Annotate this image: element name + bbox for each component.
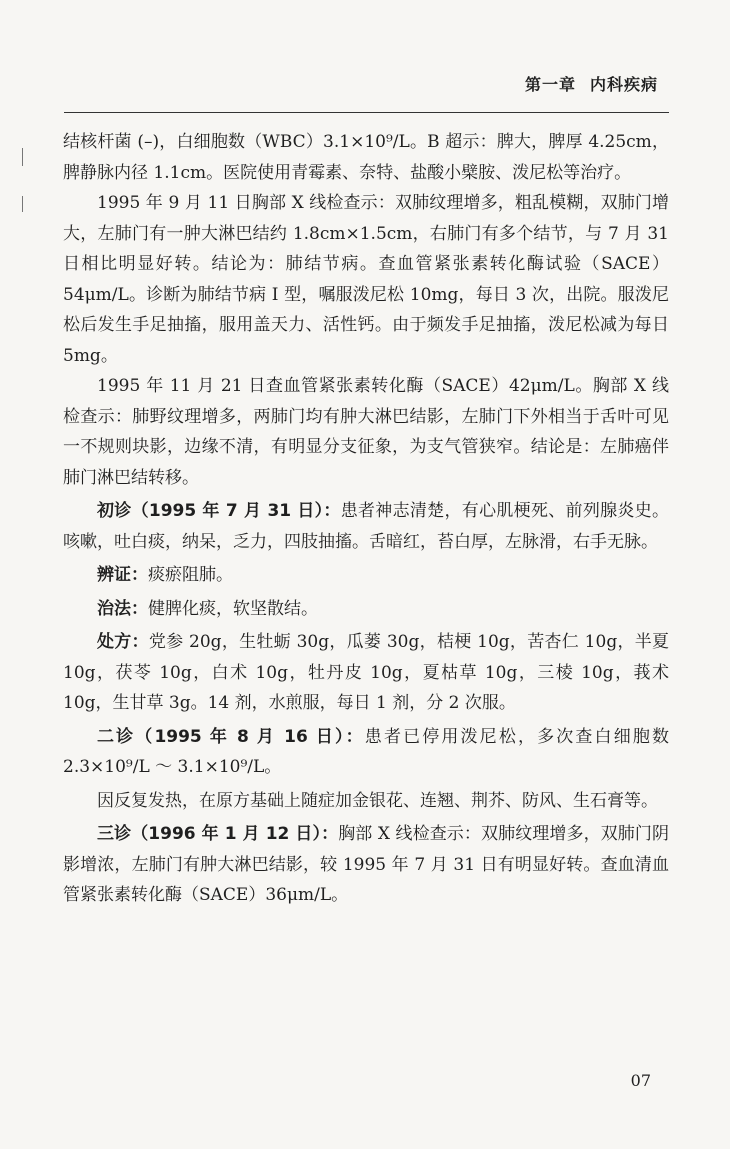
body-text — [63, 127, 669, 911]
prescription-text: 党参 20g，生牡蛎 30g，瓜蒌 30g，桔梗 10g，苦杏仁 10g，半夏 10g，茯苓 10g，白术 10g，牡丹皮 10g，夏枯草 10g，三棱 10g，莪术 10g，生甘草 3g。14 剂，水煎服，每日 1 剂，分 2 次服。 — [63, 632, 670, 713]
visit-text: 患者神志清楚，有心肌梗死、前列腺炎史。咳嗽，吐白痰，纳呆，乏力，四肢抽搐。舌暗红，苔白厚，左脉滑，右手无脉。 — [63, 501, 669, 552]
visit-label: 三诊（1996 年 1 月 12 日）： — [97, 824, 339, 844]
visit-second — [63, 722, 669, 783]
treatment-text: 健脾化痰，软坚散结。 — [148, 598, 318, 619]
treatment — [63, 594, 669, 625]
visit-third — [63, 819, 669, 911]
paragraph: 结核杆菌 (–)，白细胞数（WBC）3.1×10⁹/L。B 超示：脾大，脾厚 4.25cm，脾静脉内径 1.1cm。医院使用青霉素、奈特、盐酸小檗胺、泼尼松等治疗。 — [63, 132, 669, 183]
paragraph: 1995 年 9 月 11 日胸部 X 线检查示：双肺纹理增多，粗乱模糊，双肺门增大，左肺门有一肿大淋巴结约 1.8cm×1.5cm，右肺门有多个结节，与 7 月 31 日相比明显好转。结论为：肺结节病。查血管紧张素转化酶试验（SACE）54μm/L。诊断为肺结节病 Ⅰ 型，嘱服泼尼松 10mg，每日 3 次，出院。服泼尼松后发生手足抽搐，服用盖天力、活性钙。由于频发手足抽搐，泼尼松减为每日 5mg。 — [63, 193, 669, 366]
visit-first — [63, 496, 669, 557]
margin-mark — [22, 196, 23, 212]
paragraph: 因反复发热，在原方基础上随症加金银花、连翘、荆芥、防风、生石膏等。 — [97, 790, 658, 811]
treatment-label: 治法： — [97, 598, 148, 619]
page-number: 07 — [630, 1071, 651, 1090]
header-rule — [64, 112, 669, 113]
chapter-label: 第一章 — [524, 75, 576, 94]
diagnosis-text: 痰瘀阻肺。 — [148, 565, 233, 585]
running-header — [525, 72, 658, 95]
diagnosis — [63, 560, 669, 591]
margin-mark — [22, 148, 23, 166]
prescription — [63, 627, 669, 719]
prescription-label: 处方： — [97, 632, 149, 652]
diagnosis-label: 辨证： — [97, 565, 148, 585]
visit-text: 胸部 X 线检查示：双肺纹理增多，双肺门阴影增浓，左肺门有肿大淋巴结影，较 1995 年 7 月 31 日有明显好转。查血清血管紧张素转化酶（SACE）36μm/L。 — [63, 824, 669, 905]
section-label: 内科疾病 — [589, 75, 658, 94]
visit-text: 患者已停用泼尼松，多次查白细胞数 2.3×10⁹/L ～ 3.1×10⁹/L。 — [63, 726, 669, 777]
paragraph: 1995 年 11 月 21 日查血管紧张素转化酶（SACE）42μm/L。胸部 X 线检查示：肺野纹理增多，两肺门均有肿大淋巴结影，左肺门下外相当于舌叶可见一不规则块影，边缘不清，有明显分支征象，为支气管狭窄。结论是：左肺癌伴肺门淋巴结转移。 — [63, 376, 669, 488]
visit-label: 二诊（1995 年 8 月 16 日）： — [97, 726, 365, 747]
visit-label: 初诊（1995 年 7 月 31 日）： — [97, 501, 341, 521]
